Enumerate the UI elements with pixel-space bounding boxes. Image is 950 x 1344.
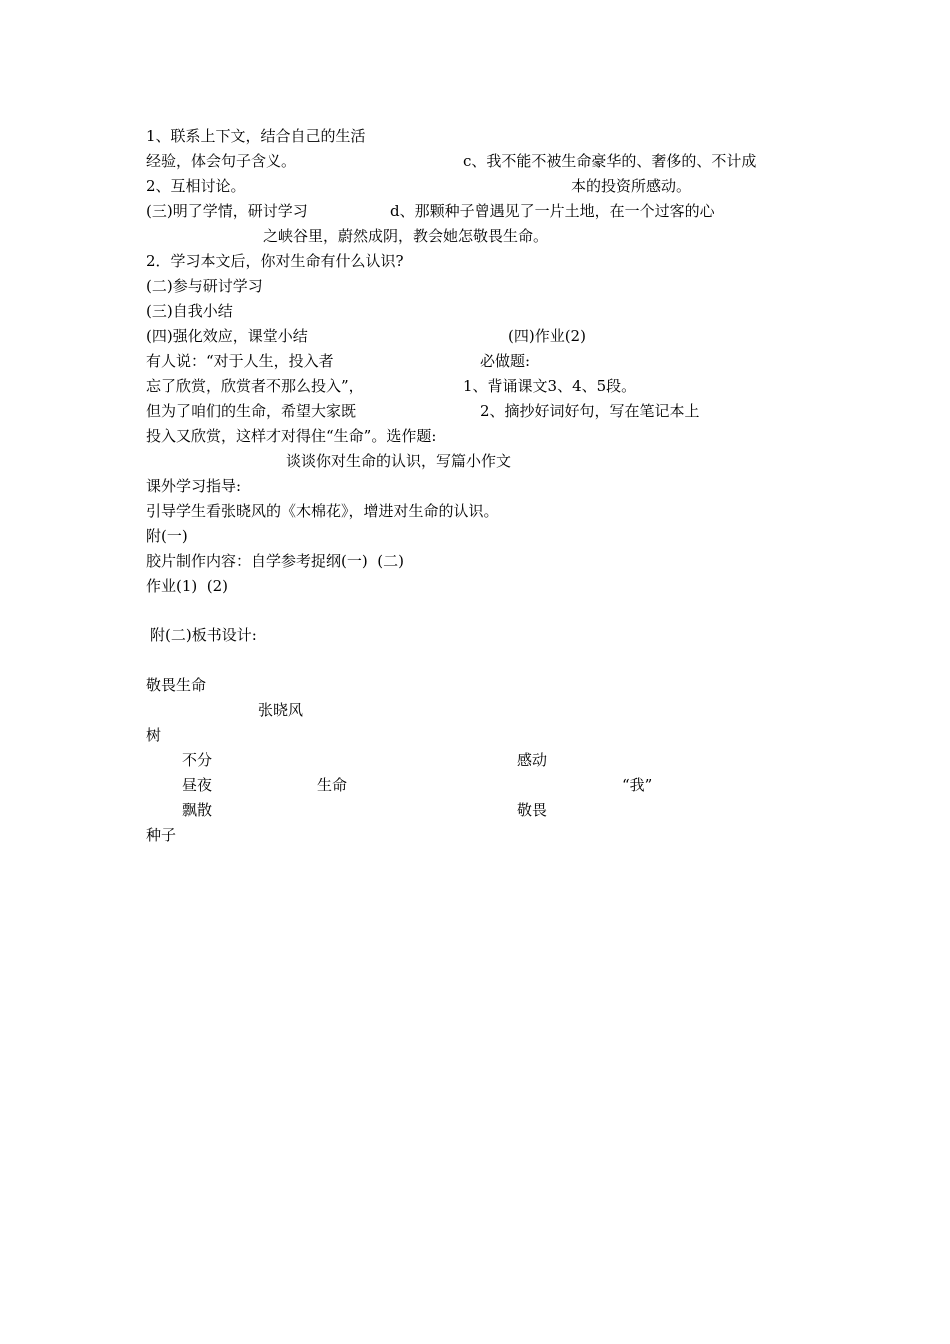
text-line: (四)作业(2) (508, 327, 586, 345)
text-line: c、我不能不被生命豪华的、奢侈的、不计成 (463, 152, 757, 170)
board-item: “我” (622, 776, 653, 794)
text-line: 引导学生看张晓风的《木棉花》，增进对生命的认识。 (146, 502, 499, 520)
section-heading: 附(二)板书设计: (150, 626, 257, 644)
text-line: 1、背诵课文3、4、5段。 (463, 377, 637, 395)
text-line: 投入又欣赏，这样才对得住“生命”。选作题: (146, 427, 437, 445)
board-tree: 树 (146, 726, 162, 744)
text-line: (三)明了学情，研讨学习 (146, 202, 308, 220)
text-line: 2、互相讨论。 (146, 177, 246, 195)
text-line: 有人说：“对于人生，投入者 (146, 352, 334, 370)
text-line: (二)参与研讨学习 (146, 277, 263, 295)
board-item: 生命 (317, 776, 348, 794)
text-line: 附(一) (146, 527, 188, 545)
text-line: 2、摘抄好词好句，写在笔记本上 (480, 402, 700, 420)
text-line: 2．学习本文后，你对生命有什么认识? (146, 252, 404, 270)
board-item: 敬畏 (517, 801, 548, 819)
text-line: 1、联系上下文，结合自己的生活 (146, 127, 366, 145)
text-line: 之峡谷里，蔚然成阴，教会她怎敬畏生命。 (263, 227, 549, 245)
text-line: (三)自我小结 (146, 302, 233, 320)
text-line: 但为了咱们的生命，希望大家既 (146, 402, 357, 420)
text-line: 必做题: (480, 352, 531, 370)
text-line: d、那颗种子曾遇见了一片土地，在一个过客的心 (390, 202, 715, 220)
text-line: (四)强化效应，课堂小结 (146, 327, 308, 345)
board-item: 飘散 (182, 801, 213, 819)
text-line: 本的投资所感动。 (571, 177, 692, 195)
text-line: 经验，体会句子含义。 (146, 152, 297, 170)
board-item: 不分 (182, 751, 213, 769)
text-line: 课外学习指导: (146, 477, 242, 495)
text-line: 作业(1) (2) (146, 577, 229, 595)
text-line: 谈谈你对生命的认识，写篇小作文 (286, 452, 512, 470)
text-line: 忘了欣赏，欣赏者不那么投入”， (146, 377, 364, 395)
board-item: 昼夜 (182, 776, 213, 794)
board-author: 张晓风 (258, 701, 304, 719)
board-seed: 种子 (146, 826, 177, 844)
board-title: 敬畏生命 (146, 676, 207, 694)
board-item: 感动 (517, 751, 548, 769)
text-line: 胶片制作内容：自学参考捉纲(一) (二) (146, 552, 404, 570)
